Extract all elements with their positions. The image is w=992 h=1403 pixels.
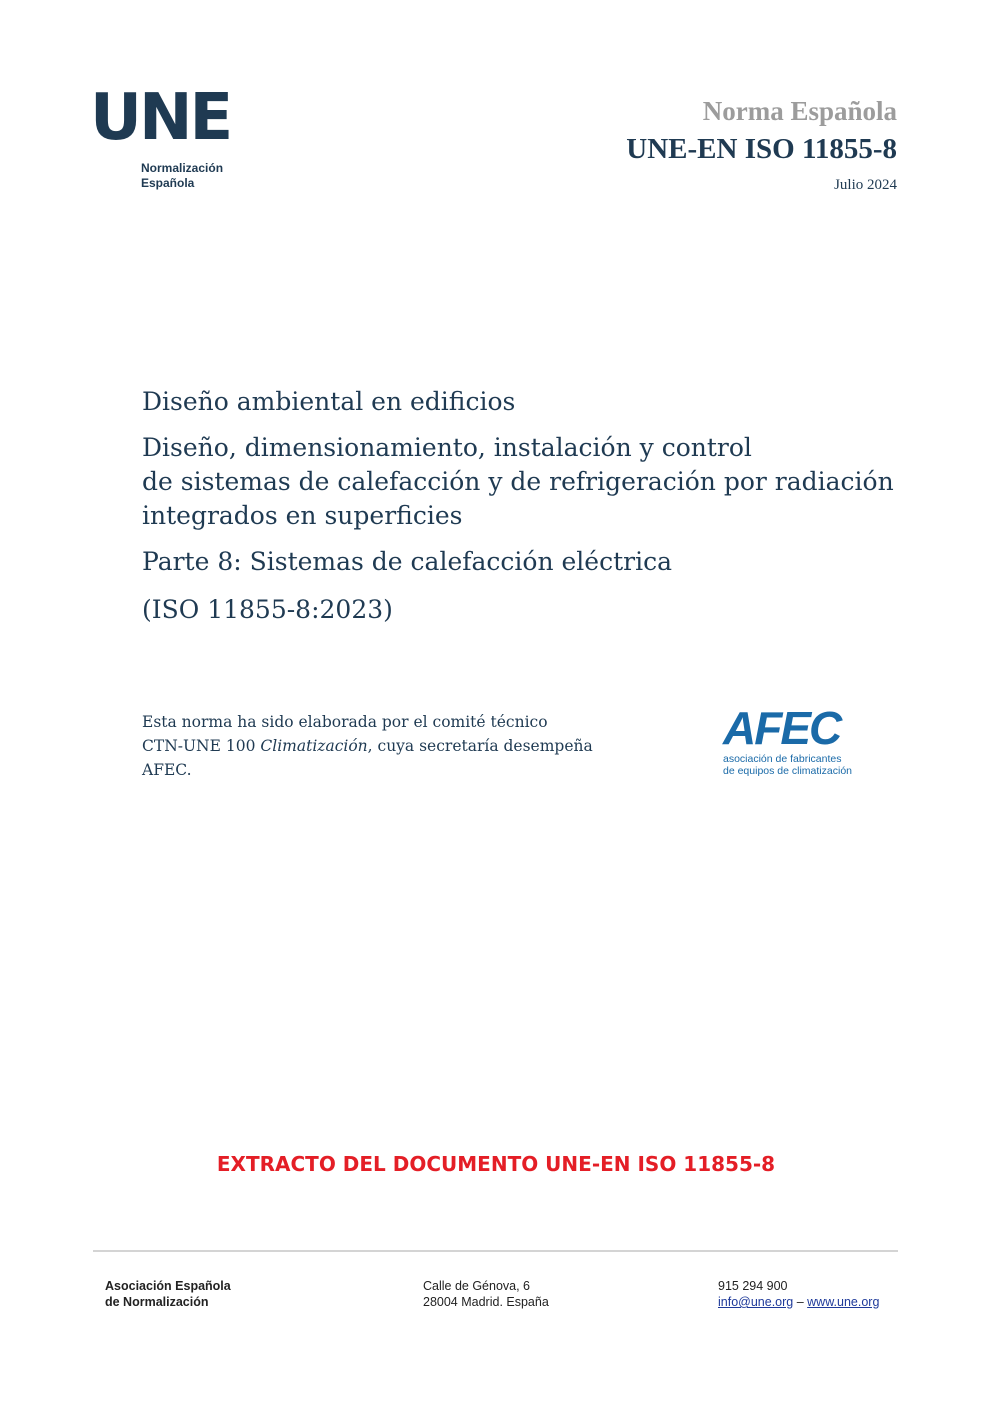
- afec-logo-word: AFEC: [723, 702, 841, 754]
- footer-address-line2: 28004 Madrid. España: [423, 1295, 549, 1309]
- afec-logo: [723, 702, 873, 785]
- title-part: Parte 8: Sistemas de calefacción eléctrica: [142, 547, 672, 576]
- committee-name: Climatización: [260, 737, 368, 755]
- footer-org-line2: de Normalización: [105, 1295, 209, 1309]
- footer-address-line1: Calle de Génova, 6: [423, 1279, 531, 1293]
- afec-logo-subtitle: [723, 753, 873, 777]
- footer-link-separator: –: [793, 1295, 808, 1309]
- email-link[interactable]: info@une.org: [718, 1295, 794, 1309]
- footer-org-line1: Asociación Española: [105, 1279, 231, 1293]
- title-main: [142, 431, 922, 533]
- afec-logo-sub1: asociación de fabricantes: [723, 753, 842, 765]
- committee-note-line3: AFEC.: [142, 761, 192, 779]
- une-logo-line2: Española: [141, 176, 195, 190]
- footer-contact: [718, 1278, 879, 1310]
- standard-code: UNE-EN ISO 11855-8: [626, 133, 897, 165]
- committee-note-line1: Esta norma ha sido elaborada por el comité técnico: [142, 713, 548, 731]
- committee-note: [142, 710, 662, 782]
- website-link[interactable]: www.une.org: [807, 1295, 880, 1309]
- title-iso-reference: (ISO 11855-8:2023): [142, 595, 393, 624]
- une-logo-mark: UNE: [90, 81, 231, 155]
- footer-organization: [105, 1278, 231, 1310]
- publication-date: Julio 2024: [834, 177, 897, 193]
- title-main-line1: Diseño, dimensionamiento, instalación y control: [142, 433, 752, 462]
- standard-kicker: Norma Española: [702, 96, 897, 126]
- footer-address: [423, 1278, 549, 1310]
- afec-logo-sub2: de equipos de climatización: [723, 765, 852, 777]
- committee-code: CTN-UNE 100: [142, 737, 261, 755]
- une-logo: [90, 81, 233, 198]
- footer-links: [718, 1294, 879, 1310]
- title-main-line3: integrados en superficies: [142, 501, 463, 530]
- une-logo-line1: Normalización: [141, 161, 224, 175]
- title-series: Diseño ambiental en edificios: [142, 387, 516, 416]
- footer-phone: 915 294 900: [718, 1279, 788, 1293]
- footer-divider: [93, 1250, 898, 1252]
- une-logo-subtitle: [141, 161, 223, 191]
- title-main-line2: de sistemas de calefacción y de refrigeración por radiación: [142, 467, 894, 496]
- extract-banner: EXTRACTO DEL DOCUMENTO UNE-EN ISO 11855-8: [216, 1152, 776, 1176]
- committee-note-line2: [142, 734, 662, 758]
- document-title-block: [142, 385, 922, 627]
- committee-note-line2-suffix: , cuya secretaría desempeña: [367, 737, 593, 755]
